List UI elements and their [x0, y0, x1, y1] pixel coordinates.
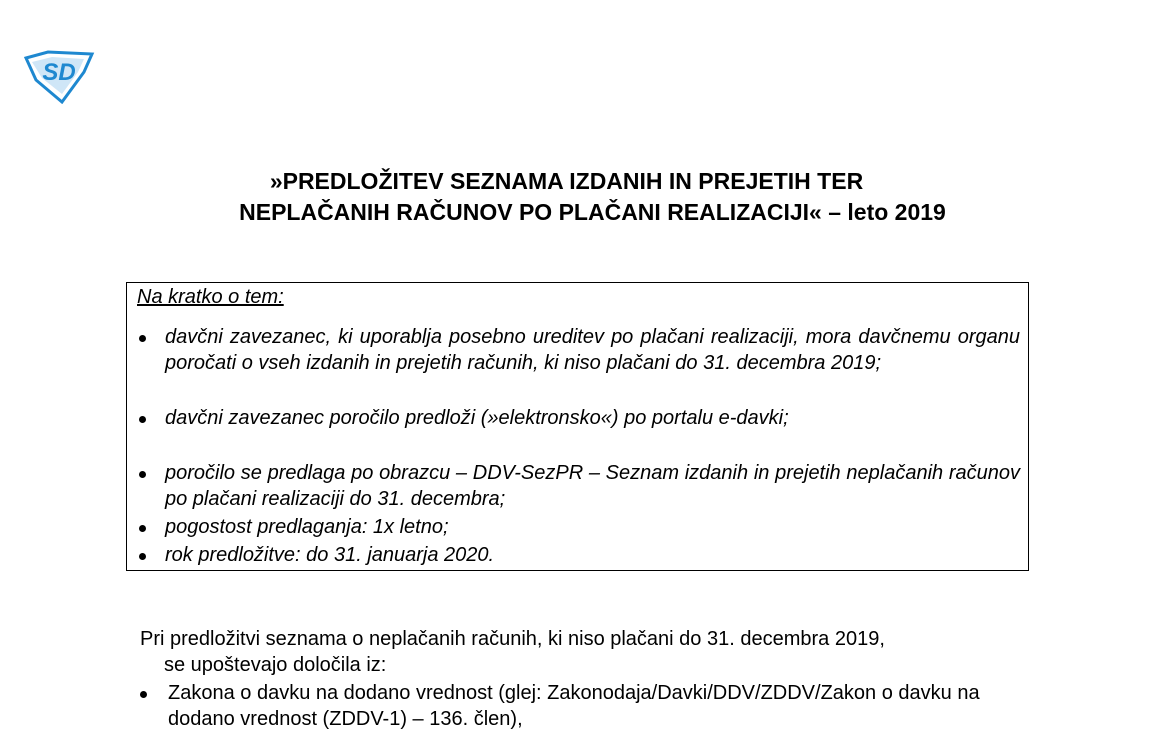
bullet-icon [139, 525, 146, 532]
summary-item: davčni zavezanec poročilo predloži (»elektronsko«) po portalu e-davki; [165, 407, 789, 429]
logo-text: SD [42, 59, 76, 86]
summary-item: pogostost predlaganja: 1x letno; [165, 516, 449, 538]
bullet-icon [139, 335, 146, 342]
summary-box [126, 282, 1029, 571]
intro-line-1: Pri predložitvi seznama o neplačanih računih, ki niso plačani do 31. decembra 2019, [140, 628, 885, 650]
law-reference-item: Zakona o davku na dodano vrednost (glej: Zakonodaja/Davki/DDV/ZDDV/Zakon o davku na dodano vrednost (ZDDV-1) – 136. člen), [168, 682, 980, 730]
document-title-line-2: NEPLAČANIH RAČUNOV PO PLAČANI REALIZACIJI« – leto 2019 [239, 199, 946, 225]
document-title-line-1: »PREDLOŽITEV SEZNAMA IZDANIH IN PREJETIH TER [269, 168, 864, 194]
bullet-icon [139, 553, 146, 560]
bullet-icon [140, 691, 147, 698]
intro-line-2: se upoštevajo določila iz: [164, 654, 387, 676]
summary-item: poročilo se predlaga po obrazcu – DDV-SezPR – Seznam izdanih in prejetih neplačanih računov po plačani realizaciji do 31. decembra; [165, 462, 1020, 510]
sd-shield-logo-icon [22, 50, 96, 104]
bullet-icon [139, 416, 146, 423]
summary-item: davčni zavezanec, ki uporablja posebno ureditev po plačani realizaciji, mora davčnemu organu poročati o vseh izdanih in prejetih računih, ki niso plačani do 31. decembra 2019; [165, 326, 1020, 374]
bullet-icon [139, 471, 146, 478]
summary-item: rok predložitve: do 31. januarja 2020. [165, 544, 495, 566]
intro-paragraph [140, 626, 1030, 678]
summary-heading: Na kratko o tem: [137, 286, 284, 308]
